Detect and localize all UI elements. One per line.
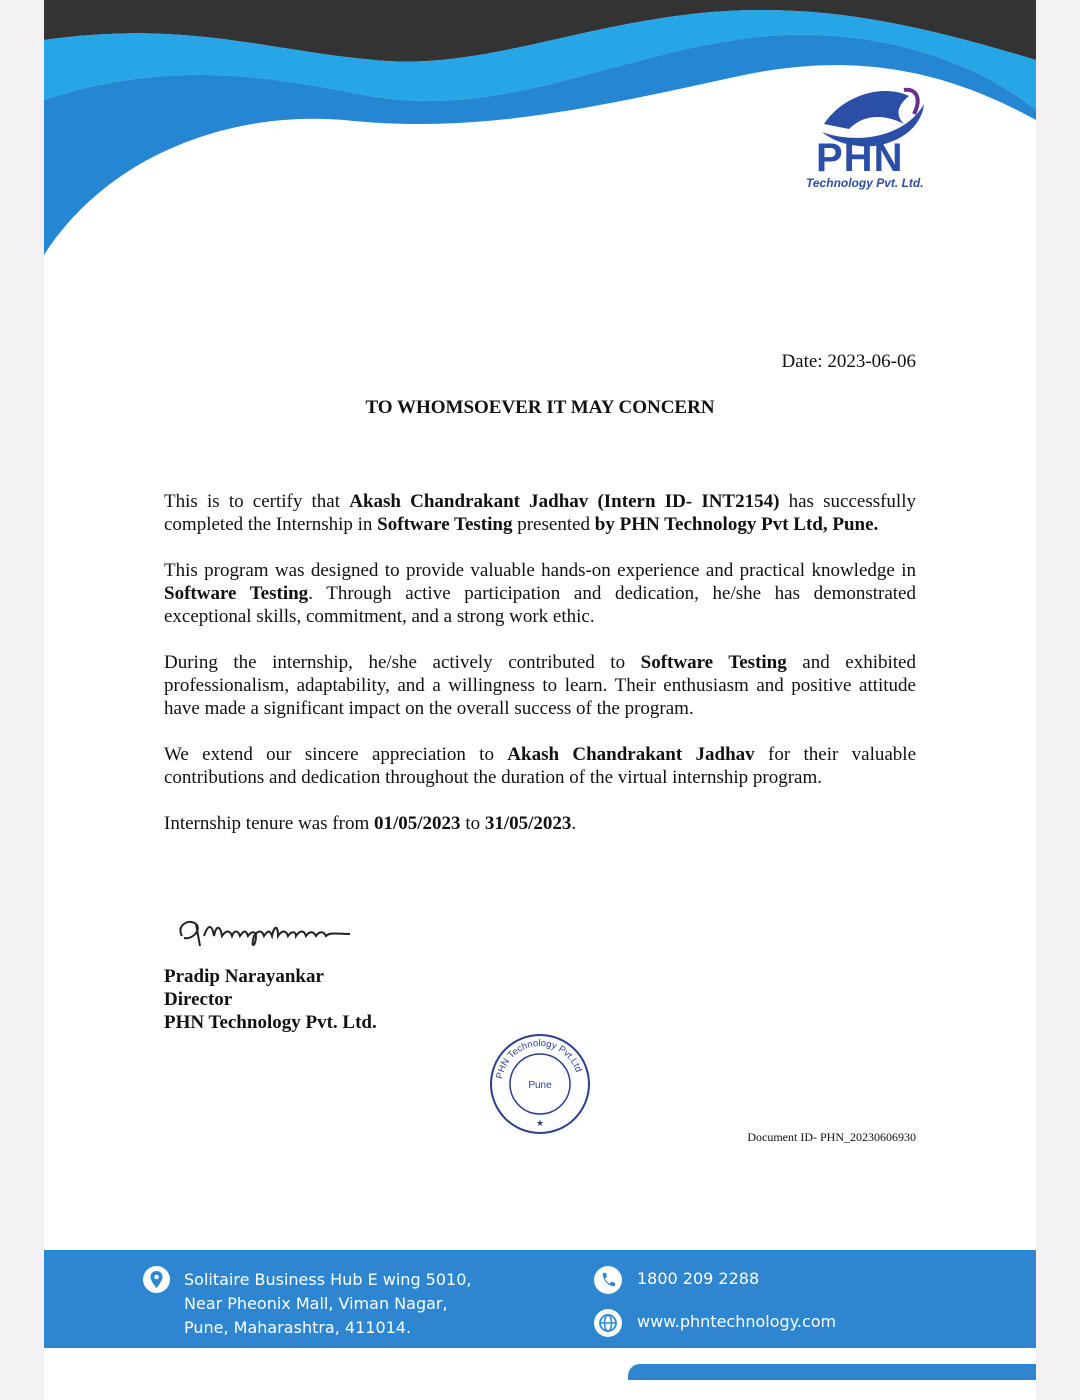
certificate-date: Date: 2023-06-06 <box>781 351 916 372</box>
footer-phone[interactable]: 1800 209 2288 <box>637 1269 760 1288</box>
certificate-page <box>44 0 1036 1400</box>
address-line: Solitaire Business Hub E wing 5010, <box>184 1270 472 1289</box>
text-span: This is to certify that <box>164 491 350 512</box>
text-span: Internship tenure was from <box>164 813 374 834</box>
footer-address <box>184 1268 471 1340</box>
logo-subtitle: Technology Pvt. Ltd. <box>806 176 924 190</box>
company-stamp <box>488 1032 592 1136</box>
course-name: Software Testing <box>164 583 309 604</box>
signer-title: Director <box>164 989 233 1010</box>
organization-name: by PHN Technology Pvt Ltd, Pune. <box>594 514 879 535</box>
location-pin-icon <box>143 1266 170 1293</box>
footer <box>44 1250 1036 1348</box>
stamp-ring-text: PHN Technology Pvt.Ltd <box>494 1037 584 1080</box>
text-span: . Through active participation and dedication, he/she has demonstrated exceptional skills, commitment, and a strong work ethic. <box>164 583 916 627</box>
course-name: Software Testing <box>377 514 513 535</box>
text-span: presented <box>512 514 595 535</box>
stamp-center-text: Pune <box>528 1080 552 1091</box>
intern-name-id: Akash Chandrakant Jadhav (Intern ID- INT2154) <box>349 491 780 512</box>
paragraph-contribution <box>164 651 916 720</box>
certificate-heading: TO WHOMSOEVER IT MAY CONCERN <box>365 397 715 418</box>
paragraph-certify <box>164 490 916 536</box>
logo-wordmark: PHN <box>816 136 904 180</box>
signer-block <box>164 965 377 1034</box>
intern-name: Akash Chandrakant Jadhav <box>507 744 755 765</box>
signer-company: PHN Technology Pvt. Ltd. <box>164 1012 377 1033</box>
text-span: We extend our sincere appreciation to <box>164 744 508 765</box>
paragraph-program <box>164 559 916 628</box>
course-name: Software Testing <box>640 652 787 673</box>
globe-icon <box>594 1309 622 1337</box>
address-line: Near Pheonix Mall, Viman Nagar, <box>184 1294 448 1313</box>
tenure-start: 01/05/2023 <box>374 813 461 834</box>
director-signature <box>174 906 364 956</box>
text-span: During the internship, he/she actively contributed to <box>164 652 641 673</box>
bottom-accent-bar <box>628 1364 1036 1380</box>
text-span: has successfully completed the Internship in <box>164 491 916 535</box>
svg-text:PHN Technology Pvt.Ltd <box>494 1038 583 1080</box>
signer-name: Pradip Narayankar <box>164 966 324 987</box>
phone-icon <box>594 1266 622 1294</box>
certificate-body <box>164 490 916 858</box>
paragraph-tenure <box>164 812 916 835</box>
text-span: This program was designed to provide valuable hands-on experience and practical knowledge in <box>164 560 916 581</box>
text-span: for their valuable contributions and dedication throughout the duration of the virtual internship program. <box>164 744 916 788</box>
document-id: Document ID- PHN_20230606930 <box>747 1130 916 1144</box>
svg-text:★: ★ <box>535 1118 545 1128</box>
address-line: Pune, Maharashtra, 411014. <box>184 1318 412 1337</box>
text-span: to <box>460 813 485 834</box>
text-span: . <box>571 813 577 834</box>
tenure-end: 31/05/2023 <box>484 813 572 834</box>
paragraph-appreciation <box>164 743 916 789</box>
text-span: and exhibited professionalism, adaptability, and a willingness to learn. Their enthusiasm and positive attitude have made a significant impact on the overall success of the program. <box>164 652 916 719</box>
footer-website[interactable]: www.phntechnology.com <box>637 1312 837 1331</box>
